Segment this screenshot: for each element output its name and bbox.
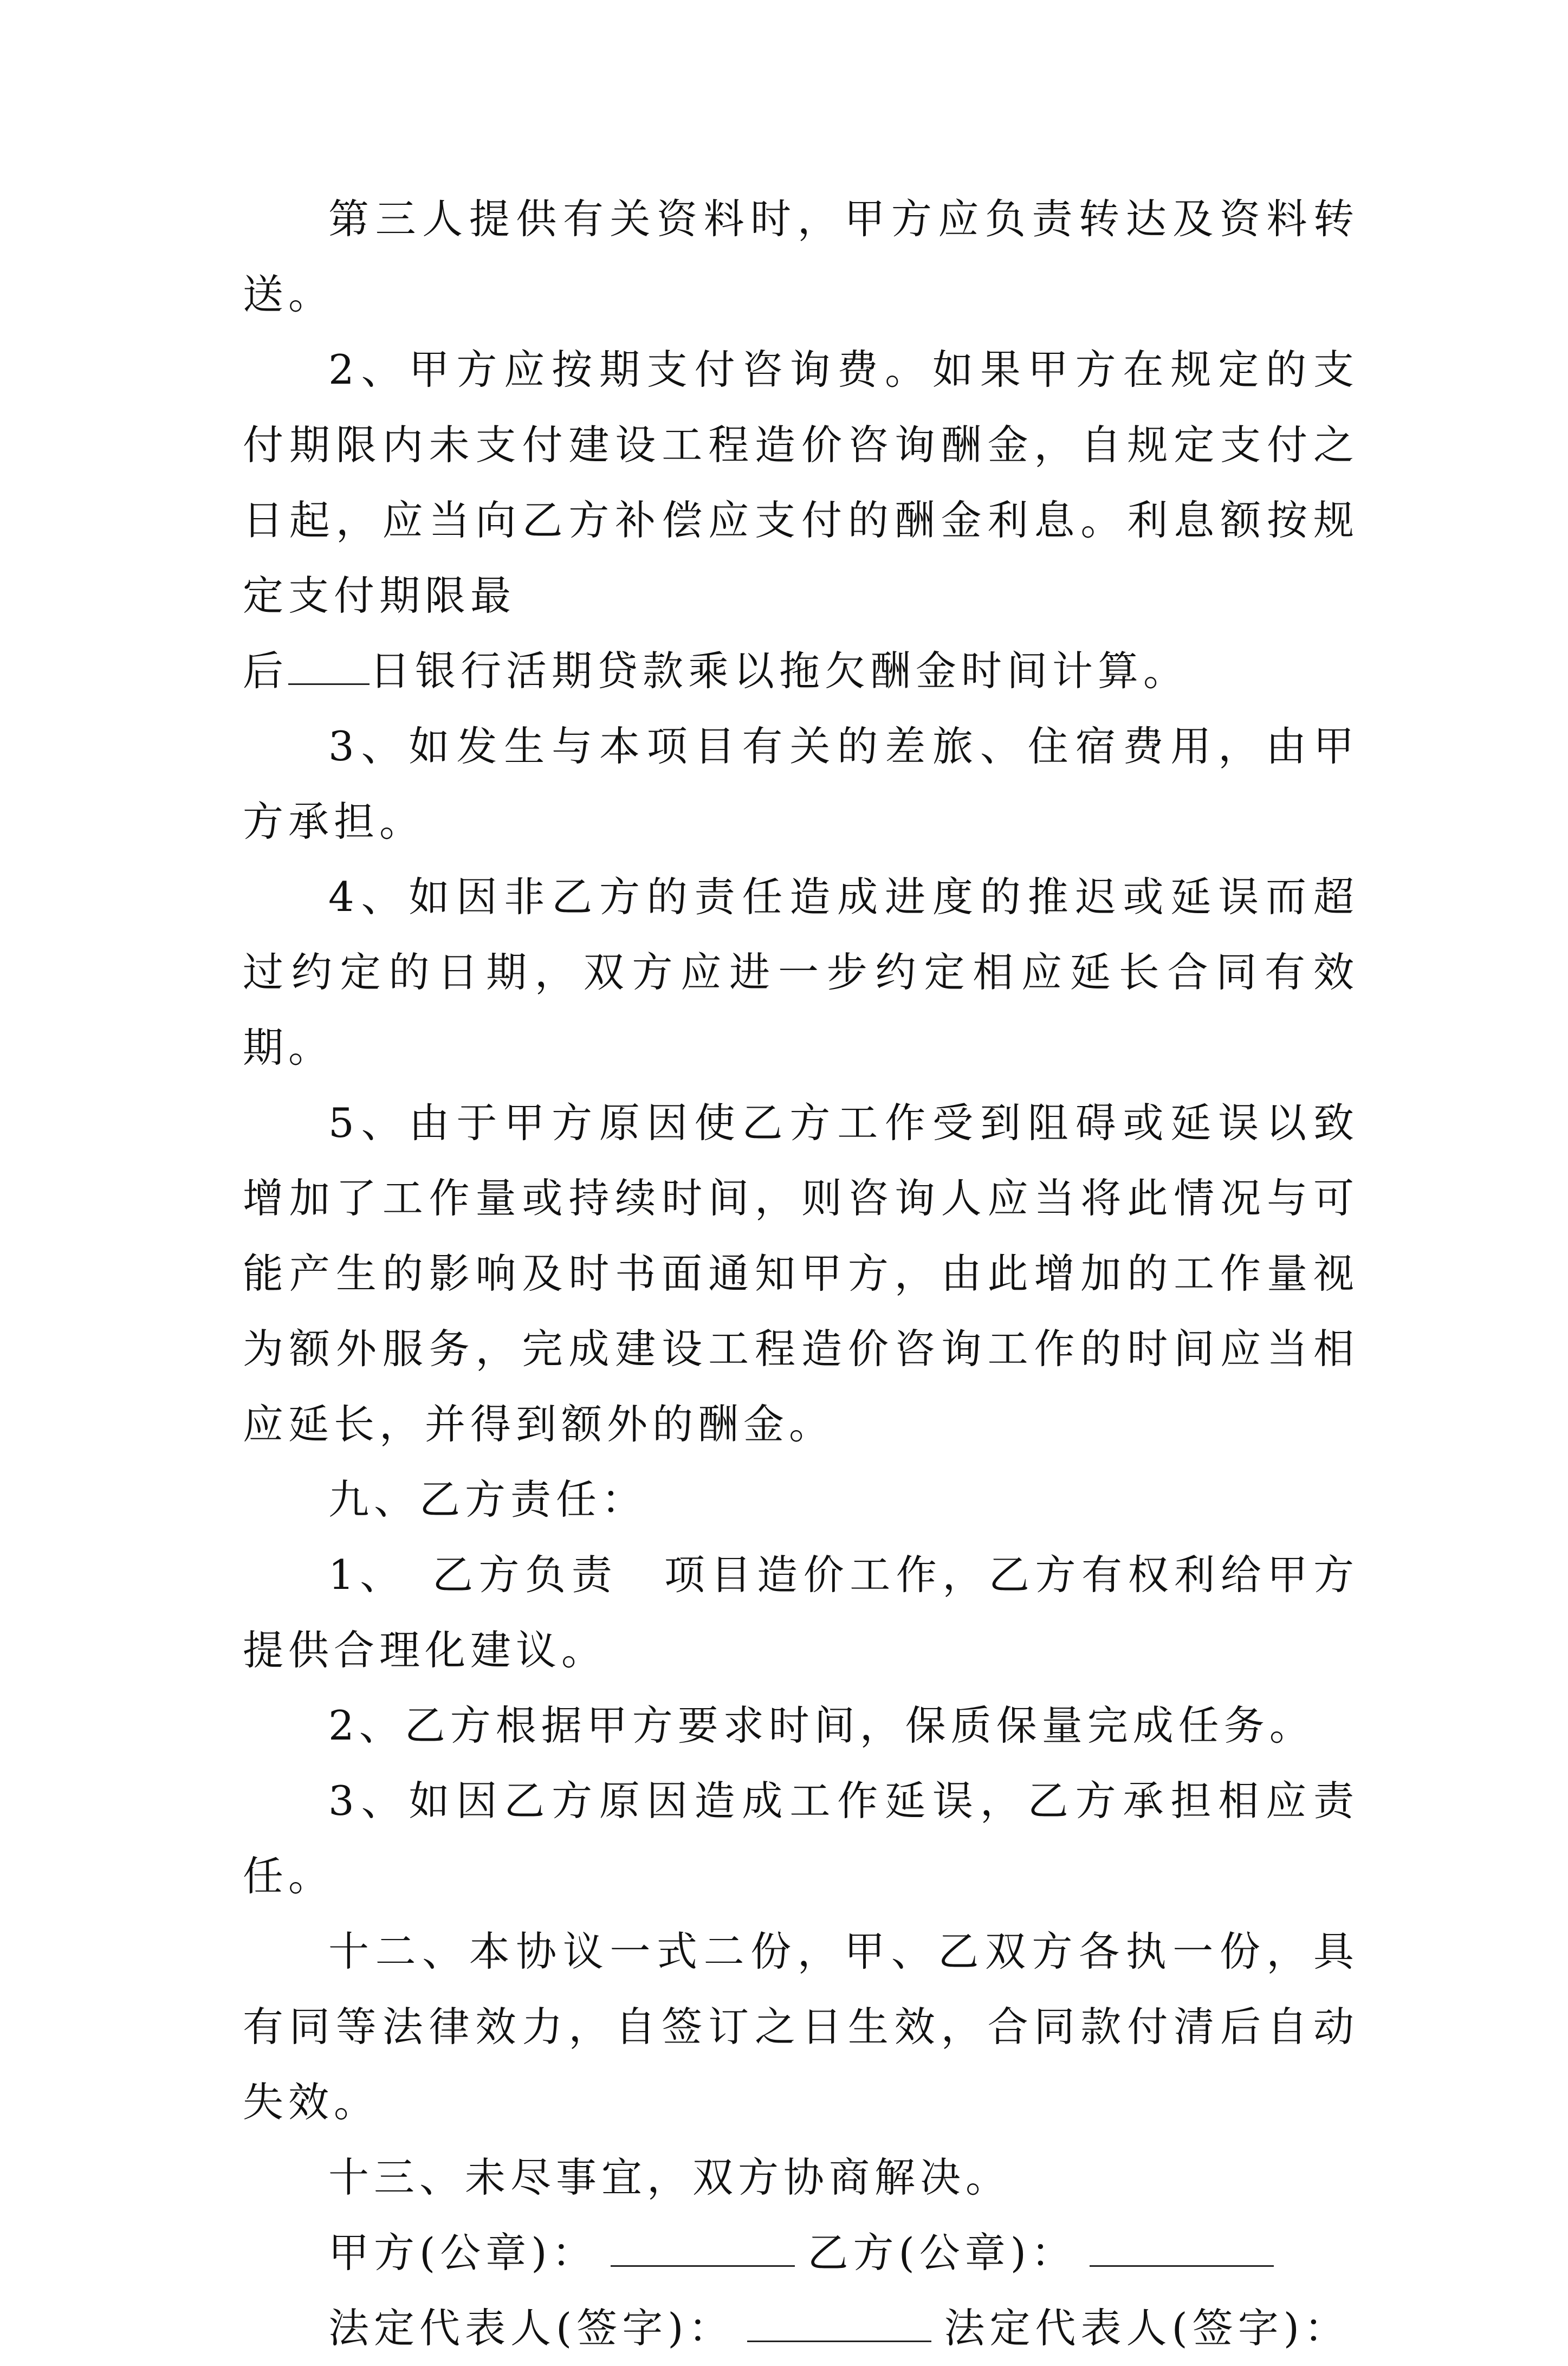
signature-seal-line	[243, 2215, 1359, 2291]
paragraph-party-b-2: 2、乙方根据甲方要求时间，保质保量完成任务。	[328, 1702, 1315, 1749]
payment-terms-text: 2、甲方应按期支付咨询费。如果甲方在规定的支付期限内未支付建设工程造价咨询酬金，自规定支付之日起，应当向乙方补偿应支付的酬金利息。利息额按规定支付期限最	[243, 346, 1359, 619]
rep-a-blank	[747, 2308, 931, 2342]
paragraph-payment-terms	[243, 332, 1359, 709]
paragraph-travel-expenses: 3、如发生与本项目有关的差旅、住宿费用，由甲方承担。	[243, 722, 1359, 845]
party-b-seal-label: 乙方(公章)：	[807, 2229, 1077, 2277]
rep-a-label: 法定代表人(签字)：	[328, 2304, 734, 2352]
heading-party-b-duties: 九、乙方责任：	[328, 1476, 647, 1523]
paragraph-party-b-3: 3、如因乙方原因造成工作延误，乙方承担相应责任。	[243, 1777, 1359, 1900]
paragraph-other-matters: 十三、未尽事宜，双方协商解决。	[328, 2154, 1012, 2201]
party-b-seal-blank	[1090, 2233, 1274, 2267]
paragraph-party-b-1: 1、 乙方负责 项目造价工作，乙方有权利给甲方提供合理化建议。	[243, 1551, 1359, 1674]
paragraph-copies: 十二、本协议一式二份，甲、乙双方各执一份，具有同等法律效力，自签订之日生效，合同款付清后自动失效。	[243, 1928, 1359, 2126]
signature-rep-line	[243, 2291, 1359, 2366]
paragraph-delay: 4、如因非乙方的责任造成进度的推迟或延误而超过约定的日期，双方应进一步约定相应延长合同有效期。	[243, 873, 1359, 1071]
blank-days	[288, 651, 370, 685]
paragraph-extra-work: 5、由于甲方原因使乙方工作受到阻碍或延误以致增加了工作量或持续时间，则咨询人应当将此情况与可能产生的影响及时书面通知甲方，由此增加的工作量视为额外服务，完成建设工程造价咨询工作的时间应当相应延长，并得到额外的酬金。	[243, 1099, 1359, 1448]
party-a-seal-blank	[611, 2233, 795, 2267]
payment-terms-cont-a: 后	[243, 647, 289, 695]
paragraph-third-party: 第三人提供有关资料时，甲方应负责转达及资料转送。	[243, 195, 1359, 318]
contract-body	[243, 182, 1359, 2366]
payment-terms-cont-b: 日银行活期贷款乘以拖欠酬金时间计算。	[370, 647, 1189, 695]
rep-b-label: 法定代表人(签字)：	[944, 2304, 1350, 2352]
party-a-seal-label: 甲方(公章)：	[328, 2229, 598, 2277]
